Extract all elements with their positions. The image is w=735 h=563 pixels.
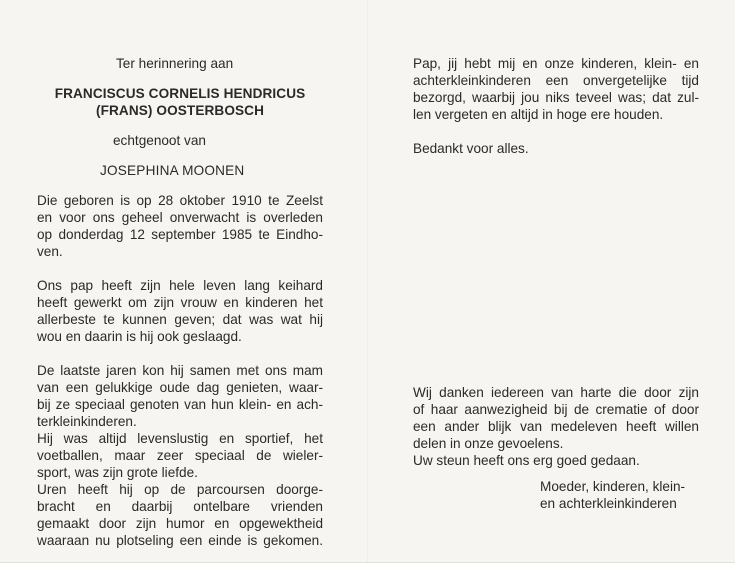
paragraph-line: Uren heeft hij op de parcoursen doorge- xyxy=(37,482,323,497)
paragraph-life xyxy=(37,277,323,345)
acknowledgement-paragraph xyxy=(413,384,699,469)
card-fold xyxy=(367,0,368,562)
paragraph-line: Pap, jij hebt mij en onze kinderen, klein- en xyxy=(413,56,699,71)
paragraph-line: op donderdag 12 september 1985 te Eindho- xyxy=(37,227,323,242)
paragraph-line: wou en daarin is hij ook geslaagd. xyxy=(37,329,242,344)
gap xyxy=(37,260,323,277)
gap xyxy=(37,72,323,83)
paragraph-line: delen in onze gevoelens. xyxy=(413,436,564,451)
gap xyxy=(413,123,699,140)
paragraph-line: voetballen, maar zeer speciaal de wieler- xyxy=(37,448,323,463)
paragraph-line: gemaakt door zijn humor en opgewektheid xyxy=(37,516,323,531)
signature-line: en achterkleinkinderen xyxy=(540,496,677,511)
paragraph-line: Hij was altijd levenslustig en sportief, het xyxy=(37,431,323,446)
paragraph-line: of haar aanwezigheid bij de crematie of door xyxy=(413,402,699,417)
paragraph-line: bezorgd, waarbij jou niks teveel was; dat zul- xyxy=(413,90,699,105)
paragraph-line: bij ze speciaal genoten van hun klein- en ach- xyxy=(37,397,323,412)
paragraph-line: heeft gewerkt om zijn vrouw en kinderen het xyxy=(37,295,323,310)
paragraph-line: achterkleinkinderen een onvergetelijke tijd xyxy=(413,73,699,88)
deceased-name-line2: (FRANS) OOSTERBOSCH xyxy=(95,103,265,118)
paragraph-line: terkleinkinderen. xyxy=(37,414,137,429)
paragraph-line: waaraan nu plotseling een einde is gekomen. xyxy=(37,533,323,548)
paragraph-line: ven. xyxy=(37,244,63,259)
spouse-name: JOSEPHINA MOONEN xyxy=(100,163,245,178)
paragraph-line: en voor ons geheel onverwacht is overleden xyxy=(37,210,323,225)
paragraph-line: Die geboren is op 28 oktober 1910 te Zeelst xyxy=(37,193,323,208)
paragraph-line: len vergeten en altijd in hoge ere houden. xyxy=(413,107,664,122)
paragraph-line: sport, was zijn grote liefde. xyxy=(37,465,198,480)
paragraph-line: een ander blijk van medeleven heeft willen xyxy=(413,419,699,434)
family-signature xyxy=(540,478,700,512)
gap xyxy=(37,119,323,130)
deceased-name-line1: FRANCISCUS CORNELIS HENDRICUS xyxy=(54,86,306,101)
gap xyxy=(37,149,323,160)
thank-you-line: Bedankt voor alles. xyxy=(413,141,529,156)
gap xyxy=(37,345,323,362)
right-page xyxy=(413,55,699,157)
paragraph-line: De laatste jaren kon hij samen met ons mam xyxy=(37,363,323,378)
paragraph-gratitude xyxy=(413,55,699,123)
paragraph-line: bracht en daarbij ontelbare vrienden xyxy=(37,499,323,514)
paragraph-line: Uw steun heeft ons erg goed gedaan. xyxy=(413,453,640,468)
signature-line: Moeder, kinderen, klein- xyxy=(540,479,686,494)
paragraph-line: allerbeste te kunnen geven; dat was wat hij xyxy=(37,312,323,327)
paragraph-birth-death xyxy=(37,192,323,260)
spouse-label: echtgenoot van xyxy=(113,133,206,148)
left-page xyxy=(37,55,323,549)
intro-text: Ter herinnering aan xyxy=(116,56,234,71)
paragraph-line: van een gelukkige oude dag genieten, waar- xyxy=(37,380,323,395)
gap xyxy=(37,179,323,190)
paragraph-line: Ons pap heeft zijn hele leven lang keihard xyxy=(37,278,323,293)
paragraph-memories xyxy=(37,362,323,549)
paragraph-line: Wij danken iedereen van harte die door zijn xyxy=(413,385,699,400)
